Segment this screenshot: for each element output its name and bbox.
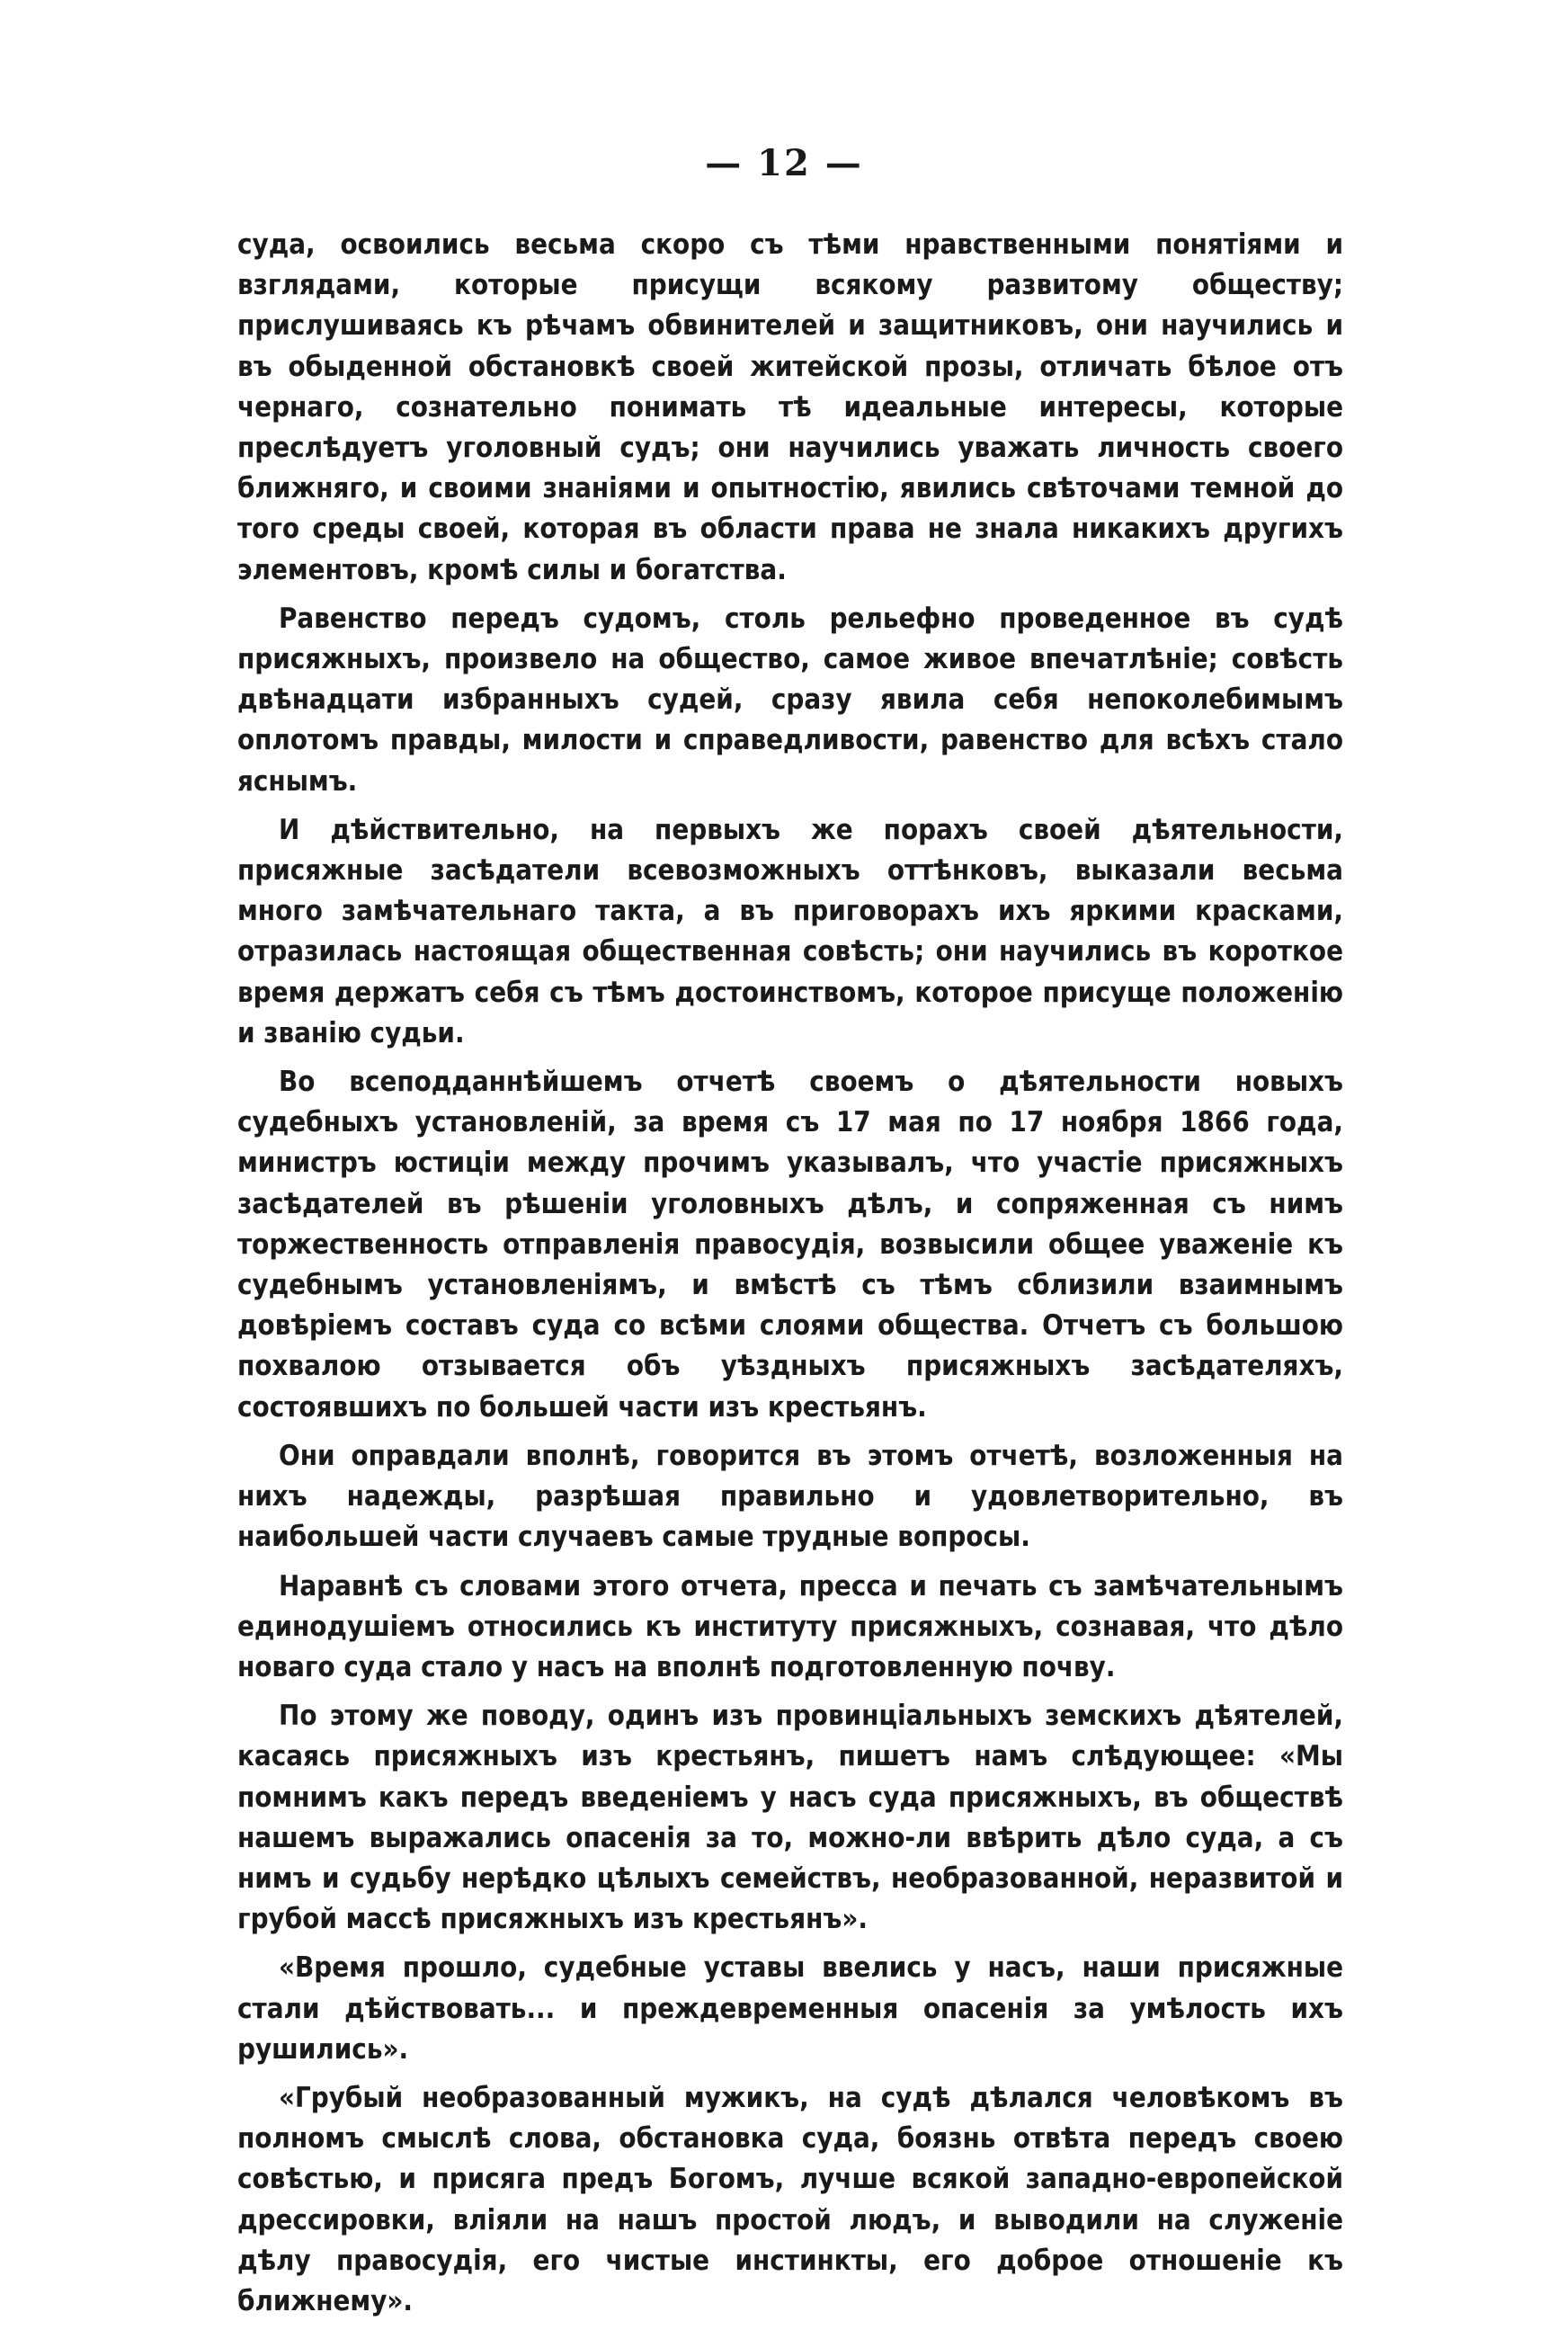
- paragraph-1: суда, освоились весьма скоро съ тѣми нравственными понятіями и взглядами, которые присущи всякому развитому обществу; прислушиваясь къ рѣчамъ обвинителей и защитниковъ, они научились и въ обыденной обстановкѣ своей житейской прозы, отличать бѣлое отъ чернаго, сознательно понимать тѣ идеальные интересы, которые преслѣдуетъ уголовный судъ; они научились уважать личность своего ближняго, и своими знаніями и опытностію, явились свѣточами темной до того среды своей, которая въ области права не знала никакихъ другихъ элементовъ, кромѣ силы и богатства.: [237, 228, 1343, 586]
- page-number: — 12 —: [705, 142, 863, 184]
- paragraph-2: Равенство передъ судомъ, столь рельефно проведенное въ судѣ присяжныхъ, произвело на общество, самое живое впечатлѣніе; совѣсть двѣнадцати избранныхъ судей, сразу явила себя непоколебимымъ оплотомъ правды, милости и справедливости, равенство для всѣхъ стало яснымъ.: [237, 602, 1343, 798]
- paragraph-9: «Грубый необразованный мужикъ, на судѣ дѣлался человѣкомъ въ полномъ смыслѣ слова, обстановка суда, боязнь отвѣта передъ своею совѣстью, и присяга предъ Богомъ, лучше всякой западно-европейской дрессировки, вліяли на нашъ простой людъ, и выводили на служеніе дѣлу правосудія, его чистые инстинкты, его доброе отношеніе къ ближнему».: [237, 2081, 1343, 2317]
- body-text: [237, 225, 1343, 2330]
- paragraph-5: Они оправдали вполнѣ, говорится въ этомъ отчетѣ, возложенныя на нихъ надежды, разрѣшая правильно и удовлетворительно, въ наибольшей части случаевъ самые трудные вопросы.: [237, 1439, 1343, 1554]
- paragraph-8: «Время прошло, судебные уставы ввелись у насъ, наши присяжные стали дѣйствовать... и преждевременныя опасенія за умѣлость ихъ рушились».: [237, 1951, 1343, 2066]
- paragraph-6: Наравнѣ съ словами этого отчета, пресса и печать съ замѣчательнымъ единодушіемъ относились къ институту присяжныхъ, сознавая, что дѣло новаго суда стало у насъ на вполнѣ подготовленную почву.: [237, 1569, 1343, 1683]
- paragraph-4: Во всеподданнѣйшемъ отчетѣ своемъ о дѣятельности новыхъ судебныхъ установленій, за время съ 17 мая по 17 ноября 1866 года, министръ юстиціи между прочимъ указывалъ, что участіе присяжныхъ засѣдателей въ рѣшеніи уголовныхъ дѣлъ, и сопряженная съ нимъ торжественность отправленія правосудія, возвысили общее уваженіе къ судебнымъ установленіямъ, и вмѣстѣ съ тѣмъ сблизили взаимнымъ довѣріемъ составъ суда со всѣми слоями общества. Отчетъ съ большою похвалою отзывается объ уѣздныхъ присяжныхъ засѣдателяхъ, состоявшихъ по большей части изъ крестьянъ.: [237, 1066, 1343, 1424]
- paragraph-7: По этому же поводу, одинъ изъ провинціальныхъ земскихъ дѣятелей, касаясь присяжныхъ изъ крестьянъ, пишетъ намъ слѣдующее: «Мы помнимъ какъ передъ введеніемъ у насъ суда присяжныхъ, въ обществѣ нашемъ выражались опасенія за то, можно-ли ввѣрить дѣло суда, а съ нимъ и судьбу нерѣдко цѣлыхъ семействъ, необразованной, неразвитой и грубой массѣ присяжныхъ изъ крестьянъ».: [237, 1700, 1343, 1936]
- paragraph-3: И дѣйствительно, на первыхъ же порахъ своей дѣятельности, присяжные засѣдатели всевозможныхъ оттѣнковъ, выказали весьма много замѣчательнаго такта, а въ приговорахъ ихъ яркими красками, отразилась настоящая общественная совѣсть; они научились въ короткое время держатъ себя съ тѣмъ достоинствомъ, которое присуще положенію и званію судьи.: [237, 813, 1343, 1049]
